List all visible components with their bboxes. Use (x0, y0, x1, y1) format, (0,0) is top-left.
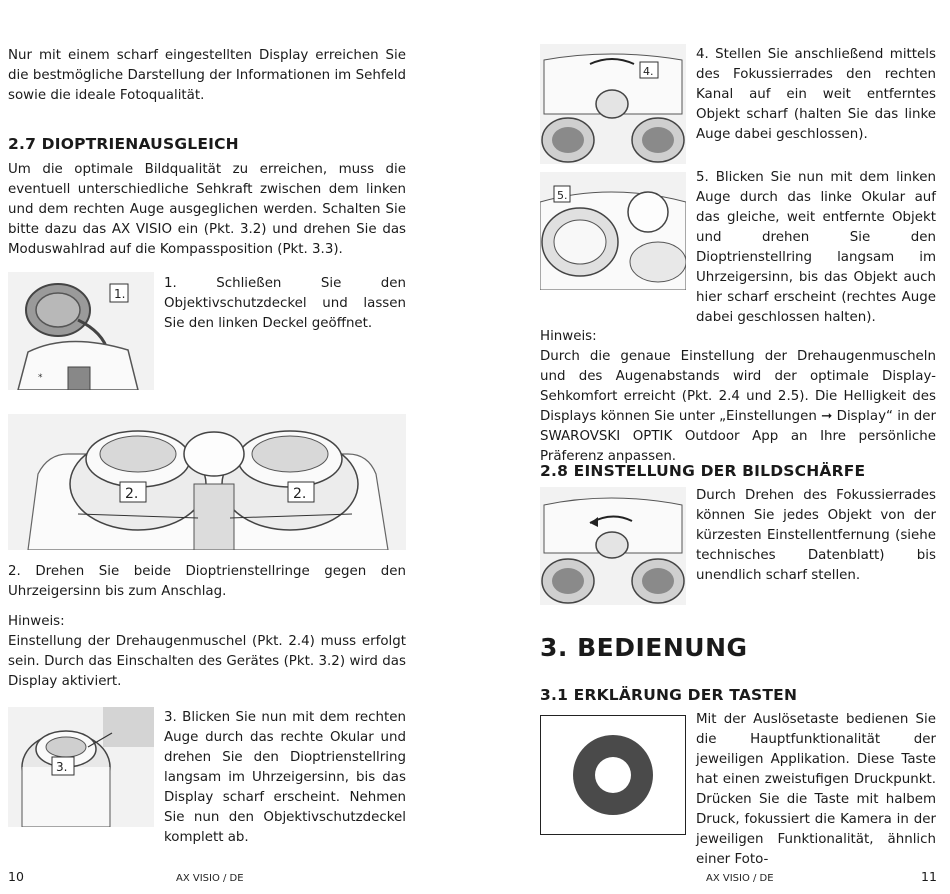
hint-title-right: Hinweis: (540, 329, 597, 344)
step-1-number: 1. (164, 276, 177, 291)
step-4-text (696, 45, 936, 145)
step-5-text (696, 168, 936, 328)
diopter-ring-illustration (540, 172, 686, 290)
fig3-label: 3. (56, 760, 68, 774)
figure-step-2 (8, 414, 406, 550)
section-2-7-title: 2.7 DIOPTRIENAUSGLEICH (8, 135, 239, 153)
fig2-label-b: 2. (293, 486, 307, 502)
section-3-title: 3. BEDIENUNG (540, 633, 748, 662)
page-number-right: 11 (921, 869, 937, 884)
focus-wheel-arrow-illustration (540, 487, 686, 605)
binocular-eyepieces-illustration (8, 414, 406, 550)
intro-paragraph: Nur mit einem scharf eingestellten Display erreichen Sie die bestmögliche Darstellung der Informationen im Sehfeld sowie die ideale Fotoqualität. (8, 48, 406, 103)
footer-left: AX VISIO / DE (176, 873, 244, 884)
step-4-number: 4. (696, 47, 709, 62)
figure-step-3 (8, 707, 154, 827)
section-2-7-text: Um die optimale Bildqualität zu erreichen, muss die eventuell unterschiedliche Sehkraft zwischen dem linken und dem rechten Auge ausgeglichen werden. Schalten Sie bitte dazu das AX VISIO ein (Pkt. 3.2) und drehen Sie das Moduswahlrad auf die Kompassposition (Pkt. 3.3). (8, 162, 406, 257)
section-3-1-text: Mit der Auslösetaste bedienen Sie die Hauptfunktionalität der jeweiligen Applikation. Diese Taste hat einen zweistufigen Druckpunkt. Drücken Sie die Taste mit halbem Druck, fokussiert die Kamera in der jeweiligen Funktionalität, ähnlich einer Foto- (696, 712, 936, 867)
figure-step-5 (540, 172, 686, 290)
fig5-label: 5. (557, 189, 568, 202)
fig2-label-a: 2. (125, 486, 139, 502)
fig1-label: 1. (114, 287, 126, 301)
step-3-text (164, 708, 406, 848)
step-5-number: 5. (696, 170, 709, 185)
section-2-8-title: 2.8 EINSTELLUNG DER BILDSCHÄRFE (540, 462, 866, 480)
step-2-body: Drehen Sie beide Dioptrienstellringe gegen den Uhrzeigersinn bis zum Anschlag. (8, 564, 406, 599)
step-3-number: 3. (164, 710, 177, 725)
page-number-left: 10 (8, 869, 24, 884)
hint-title-left: Hinweis: (8, 614, 65, 629)
shutter-button-figure (540, 715, 686, 835)
section-2-8-text: Durch Drehen des Fokussierrades können Sie jedes Objekt von der kürzesten Einstellentfernung (siehe technisches Datenblatt) bis unendlich scharf stellen. (696, 488, 936, 583)
binocular-cap-illustration (8, 272, 154, 390)
eyepiece-closeup-illustration (8, 707, 154, 827)
shutter-button-icon (541, 716, 685, 834)
section-3-1-title: 3.1 ERKLÄRUNG DER TASTEN (540, 686, 798, 704)
svg-text:*: * (38, 373, 43, 383)
step-2-text (8, 562, 406, 602)
fig4-label: 4. (643, 65, 654, 78)
step-1-text (164, 274, 406, 334)
footer-right: AX VISIO / DE (706, 873, 774, 884)
focus-wheel-illustration (540, 44, 686, 164)
hint-text-right: Durch die genaue Einstellung der Drehaugenmuscheln und des Augenabstands wird der optimale Display-Sehkomfort erreicht (Pkt. 2.4 und 2.5). Die Helligkeit des Displays können Sie unter „Einstellungen ➞ Display“ in der SWAROVSKI OPTIK Outdoor App an Ihre persönliche Präferenz anpassen. (540, 349, 936, 464)
figure-step-1 (8, 272, 154, 390)
step-3-body: Blicken Sie nun mit dem rechten Auge durch das rechte Okular und drehen Sie den Dioptrienstellring langsam im Uhrzeigersinn, bis das Display scharf erscheint. Nehmen Sie nun den Objektivschutzdeckel komplett ab. (164, 710, 406, 845)
hint-text-left: Einstellung der Drehaugenmuschel (Pkt. 2.4) muss erfolgt sein. Durch das Einschalten des Gerätes (Pkt. 3.2) wird das Display aktiviert. (8, 634, 406, 689)
step-5-body: Blicken Sie nun mit dem linken Auge durch das linke Okular auf das gleiche, weit entfernte Objekt und drehen Sie den Dioptrienstellring langsam im Uhrzeigersinn, bis das Objekt auch hier scharf erscheint (rechtes Auge dabei geschlossen halten). (696, 170, 936, 325)
figure-section-2-8 (540, 487, 686, 605)
step-1-body: Schließen Sie den Objektivschutzdeckel und lassen Sie den linken Deckel geöffnet. (164, 276, 406, 331)
step-2-number: 2. (8, 564, 21, 579)
step-4-body: Stellen Sie anschließend mittels des Fokussierrades den rechten Kanal auf ein weit entferntes Objekt scharf (halten Sie das linke Auge dabei geschlossen). (696, 47, 936, 142)
figure-step-4 (540, 44, 686, 164)
